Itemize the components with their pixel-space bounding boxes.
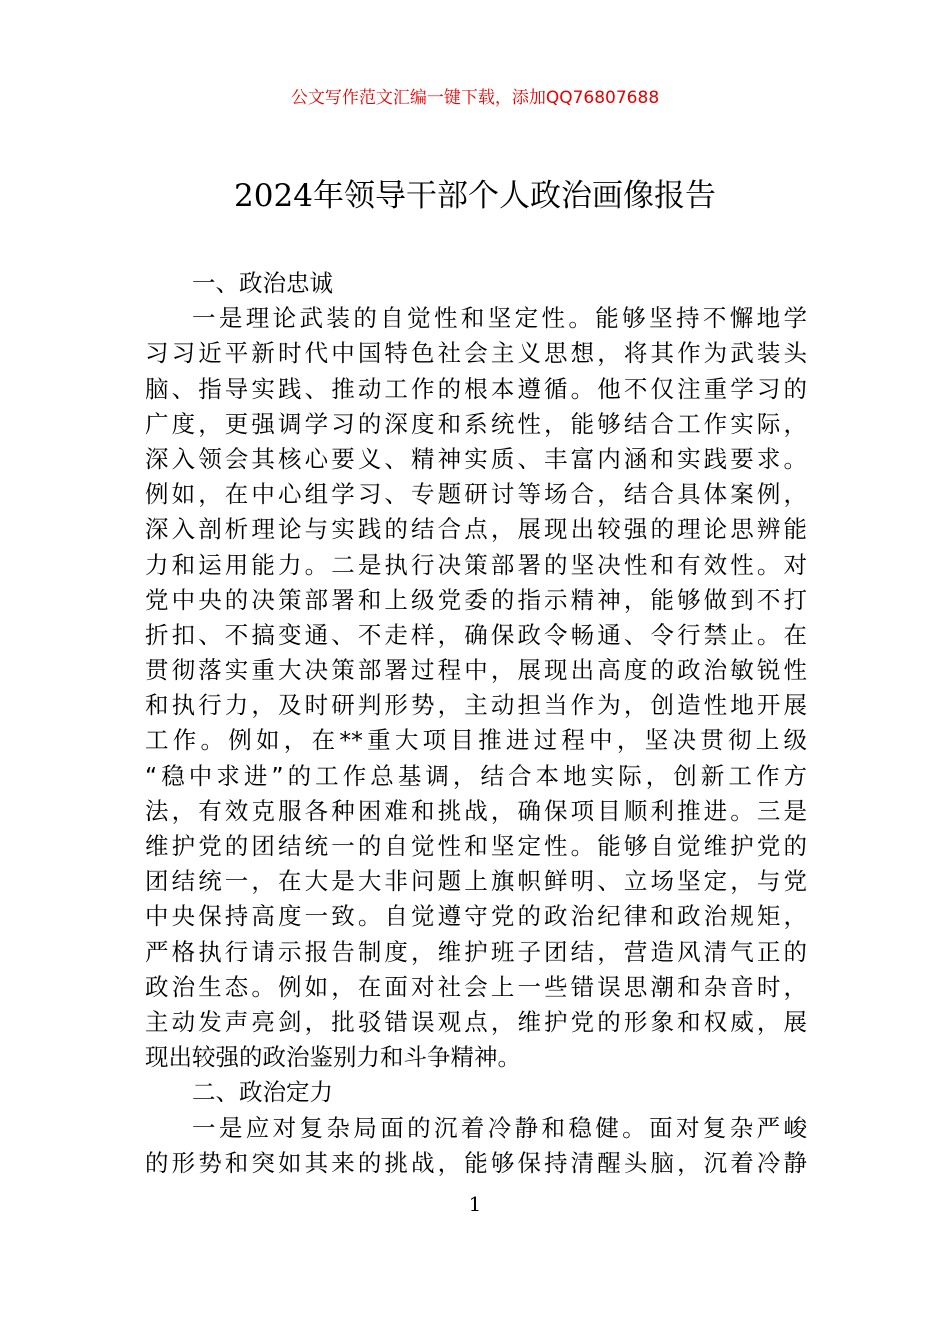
- body-line: 例如，在中心组学习、专题研讨等场合，结合具体案例，: [145, 480, 807, 509]
- body-line: 折扣、不搞变通、不走样，确保政令畅通、令行禁止。在: [145, 620, 807, 649]
- body-line: 力和运用能力。二是执行决策部署的坚决性和有效性。对: [145, 550, 807, 579]
- page-number: 1: [468, 1192, 482, 1216]
- body-line: 一是应对复杂局面的沉着冷静和稳健。面对复杂严峻: [192, 1113, 807, 1142]
- body-line: 的形势和突如其来的挑战，能够保持清醒头脑，沉着冷静: [145, 1148, 807, 1177]
- section-heading-political-steadiness: 二、政治定力: [192, 1078, 333, 1107]
- body-line: 中央保持高度一致。自觉遵守党的政治纪律和政治规矩，: [145, 902, 807, 931]
- download-promo-note: 公文写作范文汇编一键下载，添加QQ76807688: [290, 88, 660, 108]
- body-line: 深入领会其核心要义、精神实质、丰富内涵和实践要求。: [145, 444, 807, 473]
- document-body: [145, 266, 807, 1181]
- body-line: 深入剖析理论与实践的结合点，展现出较强的理论思辨能: [145, 515, 807, 544]
- body-line: 一是理论武装的自觉性和坚定性。能够坚持不懈地学: [192, 304, 807, 333]
- body-line: 现出较强的政治鉴别力和斗争精神。: [145, 1043, 521, 1072]
- body-line: 维护党的团结统一的自觉性和坚定性。能够自觉维护党的: [145, 832, 807, 860]
- body-line: 党中央的决策部署和上级党委的指示精神，能够做到不打: [145, 585, 807, 614]
- body-line: 习习近平新时代中国特色社会主义思想，将其作为武装头: [145, 339, 807, 368]
- body-line: 团结统一，在大是大非问题上旗帜鲜明、立场坚定，与党: [145, 867, 807, 896]
- body-line: 政治生态。例如，在面对社会上一些错误思潮和杂音时，: [145, 972, 807, 1001]
- body-line: 工作。例如，在**重大项目推进过程中，坚决贯彻上级: [145, 726, 807, 755]
- body-line: 贯彻落实重大决策部署过程中，展现出高度的政治敏锐性: [145, 656, 807, 685]
- body-line: 广度，更强调学习的深度和系统性，能够结合工作实际，: [145, 409, 807, 438]
- body-line: 主动发声亮剑，批驳错误观点，维护党的形象和权威，展: [145, 1007, 807, 1036]
- body-line: 和执行力，及时研判形势，主动担当作为，创造性地开展: [145, 691, 807, 720]
- body-line: “稳中求进”的工作总基调，结合本地实际，创新工作方: [145, 761, 807, 790]
- document-title: 2024年领导干部个人政治画像报告: [234, 178, 716, 214]
- section-heading-political-loyalty: 一、政治忠诚: [192, 269, 333, 297]
- body-line: 法，有效克服各种困难和挑战，确保项目顺利推进。三是: [145, 796, 807, 825]
- body-line: 脑、指导实践、推动工作的根本遵循。他不仅注重学习的: [145, 374, 807, 403]
- body-line: 严格执行请示报告制度，维护班子团结，营造风清气正的: [145, 937, 807, 966]
